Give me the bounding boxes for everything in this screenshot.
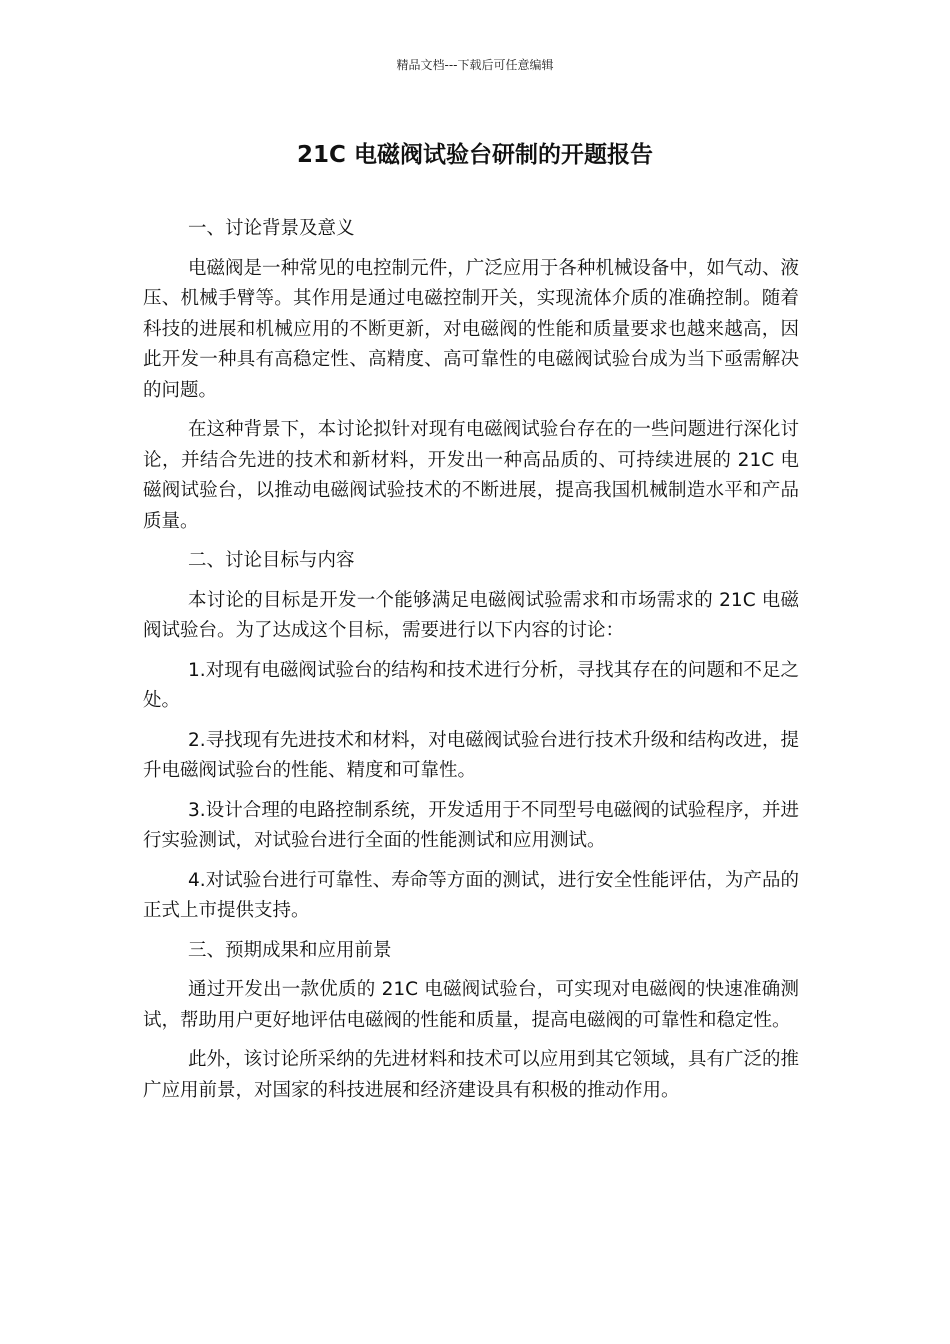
list-item-3: 3.设计合理的电路控制系统，开发适用于不同型号电磁阀的试验程序，并进行实验测试，对试验台进行全面的性能测试和应用测试。	[143, 799, 799, 851]
list-item-1: 1.对现有电磁阀试验台的结构和技术进行分析，寻找其存在的问题和不足之处。	[143, 659, 799, 711]
section-heading-background: 一、讨论背景及意义	[188, 218, 355, 239]
paragraph-outcomes-1: 通过开发出一款优质的 21C 电磁阀试验台，可实现对电磁阀的快速准确测试，帮助用户更好地评估电磁阀的性能和质量，提高电磁阀的可靠性和稳定性。	[143, 979, 799, 1031]
list-item-4: 4.对试验台进行可靠性、寿命等方面的测试，进行安全性能评估，为产品的正式上市提供支持。	[143, 869, 799, 921]
paragraph-background-2: 在这种背景下，本讨论拟针对现有电磁阀试验台存在的一些问题进行深化讨论，并结合先进的技术和新材料，开发出一种高品质的、可持续进展的 21C 电磁阀试验台，以推动电磁阀试验技术的不断进展，提高我国机械制造水平和产品质量。	[143, 419, 799, 532]
page-header: 精品文档---下载后可任意编辑	[396, 58, 554, 72]
section-heading-goals: 二、讨论目标与内容	[188, 550, 355, 571]
section-heading-outcomes: 三、预期成果和应用前景	[188, 939, 392, 961]
document-body	[143, 214, 799, 1115]
document-title: 21C 电磁阀试验台研制的开题报告	[297, 142, 653, 168]
paragraph-outcomes-2: 此外，该讨论所采纳的先进材料和技术可以应用到其它领域，具有广泛的推广应用前景，对国家的科技进展和经济建设具有积极的推动作用。	[143, 1049, 799, 1101]
paragraph-goals-intro: 本讨论的目标是开发一个能够满足电磁阀试验需求和市场需求的 21C 电磁阀试验台。为了达成这个目标，需要进行以下内容的讨论：	[143, 589, 799, 641]
paragraph-background-1: 电磁阀是一种常见的电控制元件，广泛应用于各种机械设备中，如气动、液压、机械手臂等。其作用是通过电磁控制开关，实现流体介质的准确控制。随着科技的进展和机械应用的不断更新，对电磁阀的性能和质量要求也越来越高，因此开发一种具有高稳定性、高精度、高可靠性的电磁阀试验台成为当下亟需解决的问题。	[143, 257, 799, 401]
list-item-2: 2.寻找现有先进技术和材料，对电磁阀试验台进行技术升级和结构改进，提升电磁阀试验台的性能、精度和可靠性。	[143, 729, 799, 781]
